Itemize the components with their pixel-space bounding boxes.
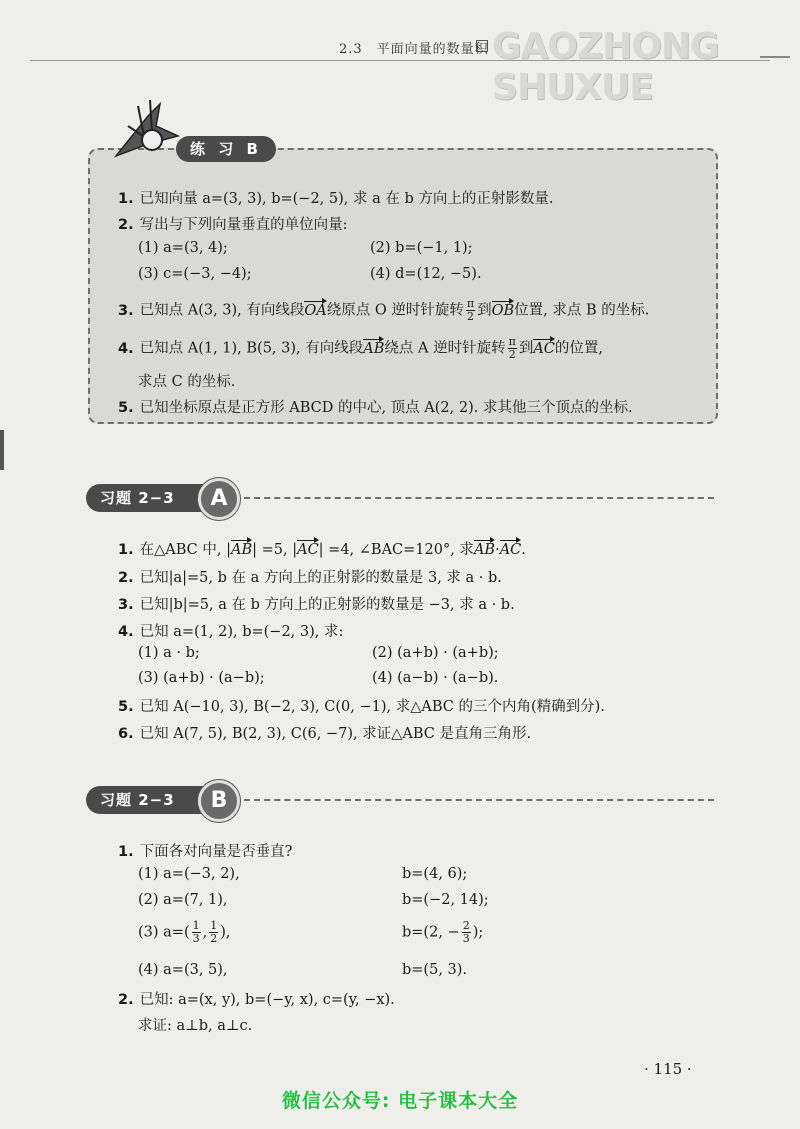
exercise-a-q6: 6. 已知 A(7, 5), B(2, 3), C(6, −7), 求证△ABC 是直角三角形. bbox=[118, 726, 532, 742]
exercise-b-r2-b: b=(−2, 14); bbox=[402, 892, 489, 908]
vector-ac: AC bbox=[533, 340, 555, 357]
practice-q2-2: (2) b=(−1, 1); bbox=[370, 240, 473, 256]
practice-b-label: 练 习 B bbox=[176, 136, 276, 162]
vector-ob: OB bbox=[491, 302, 515, 319]
exercise-b-q2: 2. 已知: a=(x, y), b=(−y, x), c=(y, −x). bbox=[118, 992, 395, 1008]
exercise-a-divider bbox=[244, 497, 714, 499]
exercise-b-r3-b: b=(2, − $\frac{2}{3}$ ); bbox=[402, 919, 484, 945]
exercise-b-q2-line2: 求证: a⊥b, a⊥c. bbox=[138, 1018, 253, 1034]
exercise-b-label: 习题 2−3 bbox=[86, 786, 222, 814]
exercise-a-q3: 3. 已知|b|=5, a 在 b 方向上的正射影的数量是 −3, 求 a · b. bbox=[118, 597, 515, 613]
exercise-a-letter: A bbox=[198, 478, 240, 520]
exercise-b-r4-b: b=(5, 3). bbox=[402, 962, 468, 978]
practice-q2-4: (4) d=(12, −5). bbox=[370, 266, 482, 282]
header-watermark: GAOZHONG SHUXUE bbox=[492, 26, 719, 108]
exercise-a-q1: 1. 在△ABC 中, |AB| =5, |AC| =4, ∠BAC=120°, 求AB·AC. bbox=[118, 542, 526, 558]
header-square-icon bbox=[476, 40, 488, 52]
practice-q1: 1. 已知向量 a=(3, 3), b=(−2, 5), 求 a 在 b 方向上的正射影数量. bbox=[118, 191, 554, 207]
section-title: 2.3 平面向量的数量积 bbox=[339, 42, 489, 57]
practice-q2: 2. 写出与下列向量垂直的单位向量: bbox=[118, 217, 348, 233]
exercise-b-letter: B bbox=[198, 780, 240, 822]
fraction-pi-over-2: $\frac{\pi}{2}$ bbox=[508, 335, 516, 361]
vector-oa: OA bbox=[304, 302, 327, 319]
exercise-b-q1: 1. 下面各对向量是否垂直? bbox=[118, 844, 293, 860]
footer-watermark: 微信公众号: 电子课本大全 bbox=[281, 1090, 519, 1112]
exercise-b-r4-a: (4) a=(3, 5), bbox=[138, 962, 228, 978]
fraction-pi-over-2: $\frac{\pi}{2}$ bbox=[466, 297, 475, 323]
exercise-a-q4-3: (3) (a+b) · (a−b); bbox=[138, 670, 265, 686]
practice-q3: 3. 已知点 A(3, 3), 有向线段OA绕原点 O 逆时针旋转 $\frac{\pi}{2}$ 到OB位置, 求点 B 的坐标. bbox=[118, 297, 650, 323]
exercise-b-r1-b: b=(4, 6); bbox=[402, 866, 468, 882]
practice-q5: 5. 已知坐标原点是正方形 ABCD 的中心, 顶点 A(2, 2). 求其他三个顶点的坐标. bbox=[118, 400, 633, 416]
exercise-a-label: 习题 2−3 bbox=[86, 484, 222, 512]
exercise-a-q4-2: (2) (a+b) · (a+b); bbox=[372, 645, 499, 661]
exercise-a-q2: 2. 已知|a|=5, b 在 a 方向上的正射影的数量是 3, 求 a · b. bbox=[118, 570, 502, 586]
exercise-a-q4-1: (1) a · b; bbox=[138, 645, 200, 661]
page-number: · 115 · bbox=[644, 1060, 692, 1078]
exercise-b-divider bbox=[244, 799, 714, 801]
exercise-a-q4: 4. 已知 a=(1, 2), b=(−2, 3), 求: bbox=[118, 624, 344, 640]
exercise-a-q5: 5. 已知 A(−10, 3), B(−2, 3), C(0, −1), 求△ABC 的三个内角(精确到分). bbox=[118, 699, 605, 715]
exercise-b-r2-a: (2) a=(7, 1), bbox=[138, 892, 228, 908]
practice-q4-line2: 求点 C 的坐标. bbox=[138, 374, 236, 390]
exercise-a-q4-4: (4) (a−b) · (a−b). bbox=[372, 670, 499, 686]
exercise-b-r1-a: (1) a=(−3, 2), bbox=[138, 866, 240, 882]
practice-mascot-icon bbox=[108, 96, 188, 166]
practice-q2-1: (1) a=(3, 4); bbox=[138, 240, 228, 256]
vector-ab: AB bbox=[363, 340, 385, 357]
exercise-b-r3-a: (3) a=( $\frac{1}{3}$ , $\frac{1}{2}$ ), bbox=[138, 919, 231, 945]
page-edge-mark bbox=[0, 430, 4, 470]
practice-q4: 4. 已知点 A(1, 1), B(5, 3), 有向线段AB绕点 A 逆时针旋转 $\frac{\pi}{2}$ 到AC的位置, bbox=[118, 335, 604, 361]
practice-q2-3: (3) c=(−3, −4); bbox=[138, 266, 252, 282]
